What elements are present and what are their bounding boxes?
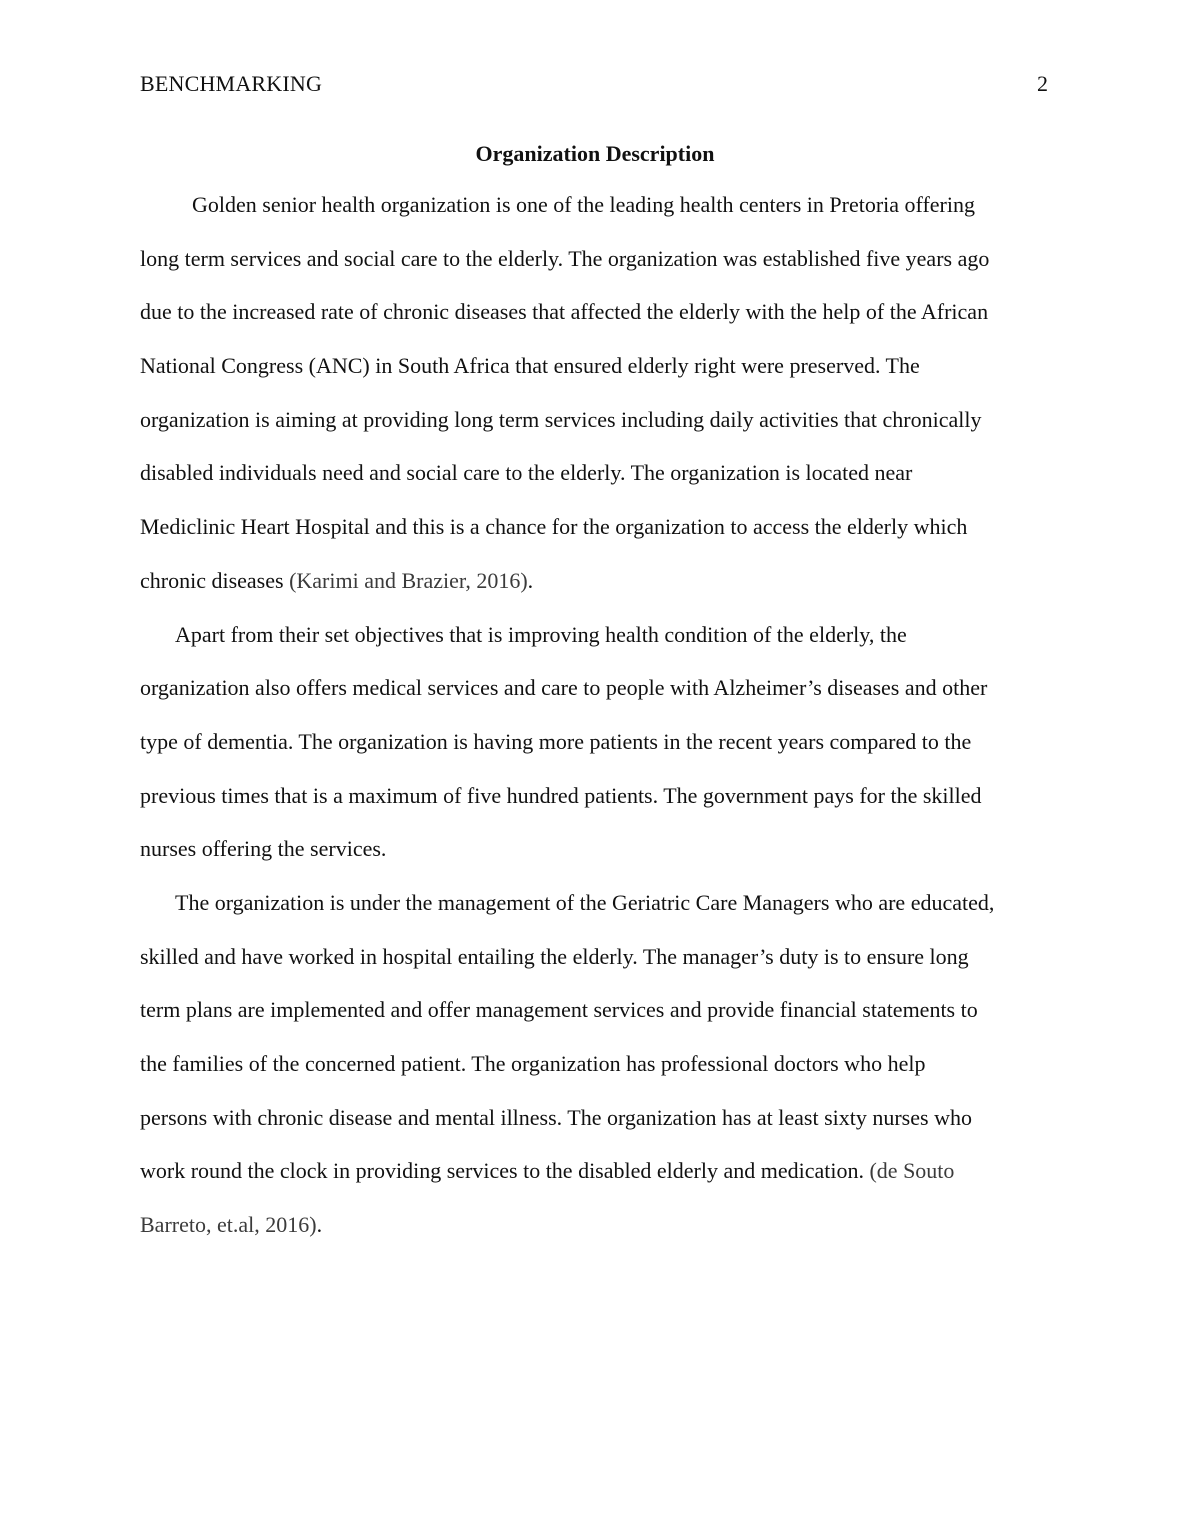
paragraph-1 (140, 178, 1060, 608)
paragraph-line: Golden senior health organization is one of the leading health centers in Pretoria offering (192, 192, 975, 217)
body-text (140, 178, 1060, 1252)
running-head: BENCHMARKING (140, 71, 323, 96)
paragraph-line: organization also offers medical services and care to people with Alzheimer’s diseases and other (140, 675, 988, 701)
paragraph-line: National Congress (ANC) in South Africa that ensured elderly right were preserved. The (140, 353, 920, 379)
paragraph-line: the families of the concerned patient. The organization has professional doctors who help (140, 1051, 926, 1076)
paragraph-line (140, 554, 1060, 608)
paragraph-line: type of dementia. The organization is having more patients in the recent years compared to the (140, 728, 972, 754)
section-title: Organization Description (475, 141, 715, 166)
paragraph-line (140, 1198, 1060, 1252)
citation: (Karimi and Brazier, 2016) (289, 567, 528, 593)
paragraph-line: Apart from their set objectives that is improving health condition of the elderly, the (175, 621, 907, 647)
page-number: 2 (1037, 71, 1048, 96)
line-end: . (316, 1212, 323, 1238)
paragraph-2 (140, 608, 1060, 876)
citation: (de Souto (869, 1158, 955, 1184)
paragraph-3 (140, 876, 1060, 1252)
paragraph-line: due to the increased rate of chronic diseases that affected the elderly with the help of the African (140, 299, 989, 325)
paragraph-line: Mediclinic Heart Hospital and this is a chance for the organization to access the elderly which (140, 514, 968, 540)
paragraph-line: previous times that is a maximum of five hundred patients. The government pays for the skilled (140, 782, 982, 808)
paragraph-line: disabled individuals need and social care to the elderly. The organization is located near (140, 460, 913, 486)
line-text: work round the clock in providing services to the disabled elderly and medication. (140, 1158, 870, 1184)
paragraph-line (140, 1144, 1060, 1198)
paragraph-line: persons with chronic disease and mental illness. The organization has at least sixty nurses who (140, 1104, 972, 1130)
citation: Barreto, et.al, 2016) (140, 1212, 317, 1238)
paragraph-line: long term services and social care to the elderly. The organization was established five years ago (140, 245, 990, 271)
paragraph-line: organization is aiming at providing long term services including daily activities that chronically (140, 406, 982, 432)
paragraph-line: term plans are implemented and offer management services and provide financial statements to (140, 997, 978, 1023)
paragraph-line: nurses offering the services. (140, 836, 387, 862)
paragraph-line: skilled and have worked in hospital entailing the elderly. The manager’s duty is to ensure long (140, 943, 969, 969)
line-text: chronic diseases (140, 567, 290, 593)
paragraph-line: The organization is under the management of the Geriatric Care Managers who are educated, (175, 889, 995, 915)
line-end: . (527, 567, 534, 593)
